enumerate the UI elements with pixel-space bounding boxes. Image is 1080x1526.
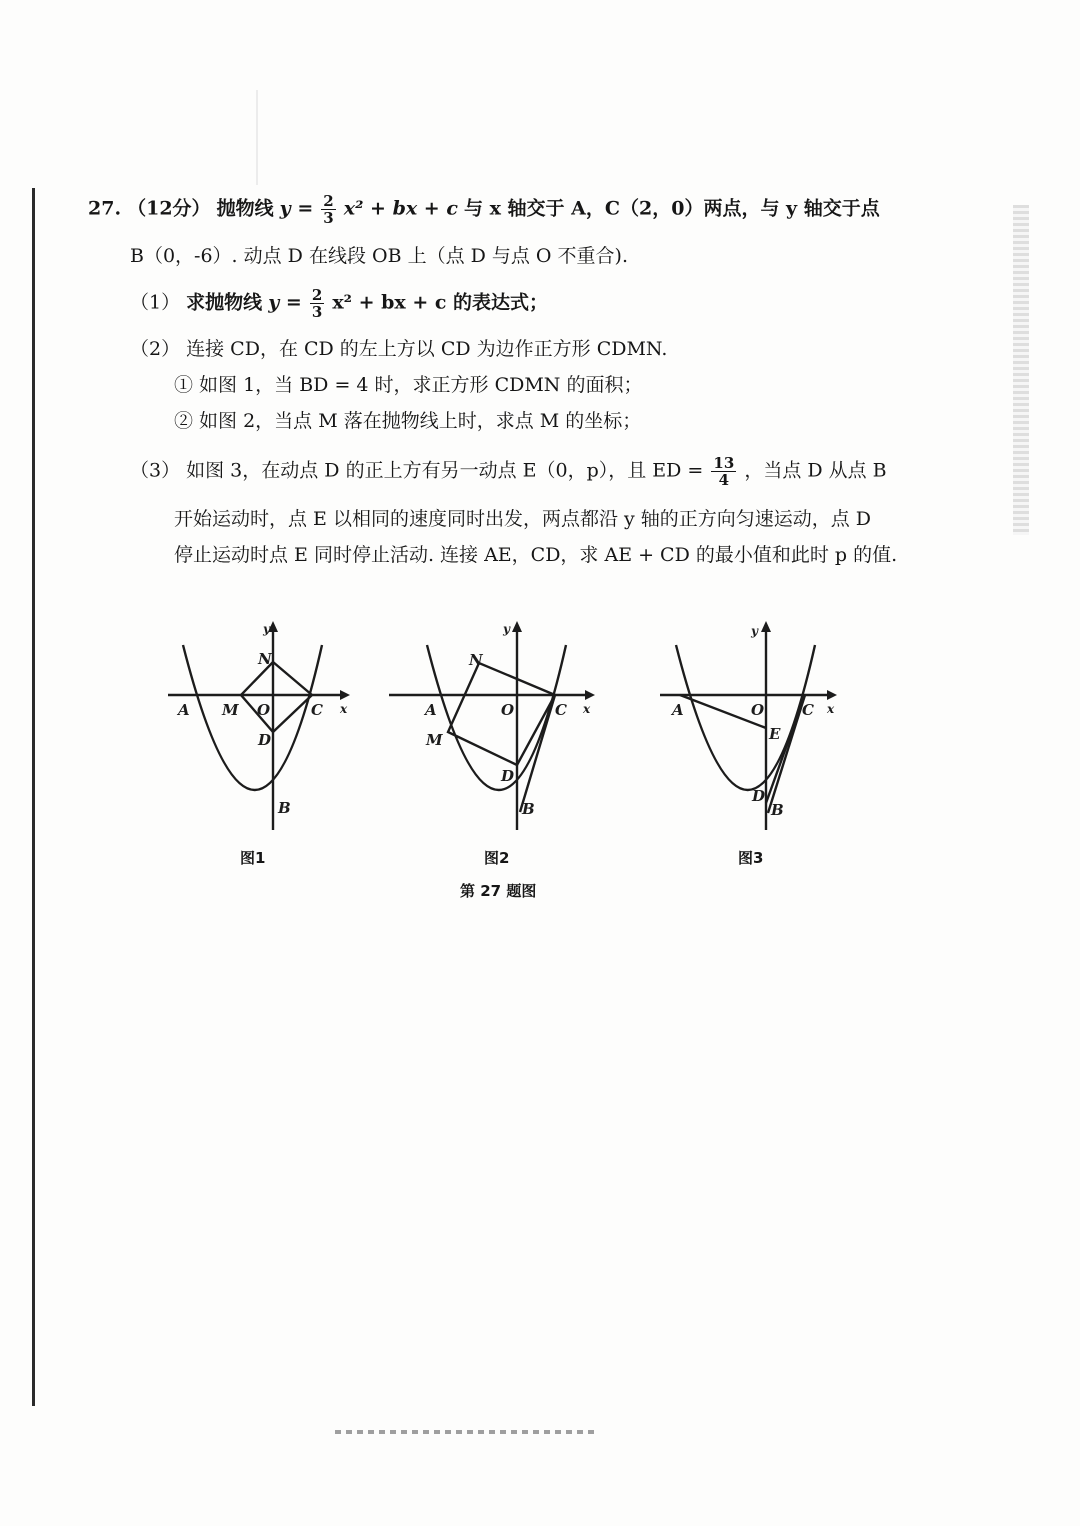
fig2-label-o: O	[501, 701, 515, 719]
part-1-text-a: 求抛物线	[186, 291, 263, 314]
fig3-label-b: B	[771, 801, 784, 819]
equation-coefficient	[321, 193, 335, 226]
part-3-line-3: 停止运动时点 E 同时停止活动. 连接 AE，CD，求 AE + CD 的最小值和此时 p 的值.	[174, 544, 898, 566]
fig1-label-o: O	[257, 701, 271, 719]
margin-rule	[32, 188, 35, 1406]
part-3-label: （3）	[130, 459, 181, 482]
fig2-label-m: M	[426, 731, 443, 749]
fig1-parabola	[183, 645, 322, 790]
fig3-label-o: O	[751, 701, 765, 719]
figure-2	[383, 615, 603, 835]
fig3-y-arrow	[761, 621, 771, 632]
scan-artifact-bottom	[335, 1430, 595, 1434]
fig1-label-m: M	[222, 701, 239, 719]
fig3-label-c: C	[802, 701, 814, 719]
figure-1-caption: 图1	[240, 849, 266, 867]
intro-word: 抛物线	[216, 197, 274, 220]
fig1-label-y: y	[263, 622, 270, 636]
problem-points: （12分）	[127, 197, 211, 220]
equation-lhs: y =	[279, 197, 314, 220]
fig2-label-y: y	[503, 622, 510, 636]
figure-3	[655, 615, 855, 835]
part-3-text-b: ，当点 D 从点 B	[744, 459, 887, 482]
coef-denominator: 3	[323, 209, 334, 227]
part-1-lhs: y =	[268, 291, 302, 314]
ed-denominator: 4	[718, 471, 730, 489]
scan-artifact-right	[1013, 205, 1029, 535]
ed-fraction	[711, 455, 736, 488]
fig2-label-c: C	[555, 701, 567, 719]
fig1-label-x: x	[340, 702, 348, 716]
problem-line-1	[88, 193, 880, 226]
fig2-label-n: N	[469, 651, 483, 669]
part-2-label: （2）	[130, 338, 181, 360]
figure-1	[160, 615, 365, 835]
fig1-label-n: N	[258, 650, 272, 668]
figure-group-caption: 第 27 题图	[460, 882, 537, 900]
fig2-label-x: x	[583, 702, 591, 716]
fig3-label-e: E	[769, 725, 781, 743]
fig1-label-d: D	[258, 731, 272, 749]
part-2-sub-2: ② 如图 2，当点 M 落在抛物线上时，求点 M 的坐标；	[174, 410, 642, 432]
fig3-label-d: D	[752, 787, 766, 805]
part-2-sub-1: ① 如图 1，当 BD = 4 时，求正方形 CDMN 的面积；	[174, 374, 643, 396]
problem-number: 27.	[88, 197, 122, 220]
fig1-x-arrow	[340, 690, 350, 700]
fig2-label-d: D	[501, 767, 515, 785]
part-1-coef-denominator: 3	[311, 303, 323, 321]
part-1-coefficient	[310, 287, 324, 320]
fig2-label-a: A	[425, 701, 437, 719]
scan-artifact-top	[256, 90, 258, 185]
line1-tail: 与 x 轴交于 A，C（2，0）两点，与 y 轴交于点	[463, 197, 880, 220]
fig3-line-cb	[768, 695, 805, 813]
fig1-label-a: A	[178, 701, 190, 719]
fig3-x-arrow	[827, 690, 837, 700]
part-3-line-2: 开始运动时，点 E 以相同的速度同时出发，两点都沿 y 轴的正方向匀速运动，点 D	[174, 508, 872, 530]
fig2-label-b: B	[522, 800, 535, 818]
fig2-line-cb	[520, 695, 555, 812]
part-2	[130, 334, 667, 364]
equation-rhs: x² + bx + c	[343, 197, 458, 220]
fig3-parabola	[676, 645, 815, 790]
fig1-label-b: B	[278, 799, 291, 817]
part-1-text-b: x² + bx + c 的表达式；	[332, 291, 549, 314]
coef-numerator: 2	[323, 192, 334, 210]
part-1	[130, 287, 548, 320]
problem-line-2: B（0，-6）. 动点 D 在线段 OB 上（点 D 与点 O 不重合).	[130, 245, 628, 267]
ed-numerator: 13	[713, 454, 735, 472]
fig3-label-y: y	[751, 624, 758, 638]
part-1-coef-numerator: 2	[311, 286, 323, 304]
figure-2-caption: 图2	[484, 849, 510, 867]
part-1-label: （1）	[130, 291, 181, 314]
fig1-label-c: C	[311, 701, 323, 719]
fig2-x-arrow	[585, 690, 595, 700]
fig3-label-x: x	[827, 702, 835, 716]
fig2-y-arrow	[512, 621, 522, 632]
fig2-parabola	[427, 645, 566, 790]
fig3-label-a: A	[672, 701, 684, 719]
part-3	[130, 455, 887, 488]
part-2-text: 连接 CD，在 CD 的左上方以 CD 为边作正方形 CDMN.	[186, 338, 668, 360]
part-3-text-a: 如图 3，在动点 D 的正上方有另一动点 E（0，p），且 ED =	[186, 459, 704, 482]
figure-3-caption: 图3	[738, 849, 764, 867]
